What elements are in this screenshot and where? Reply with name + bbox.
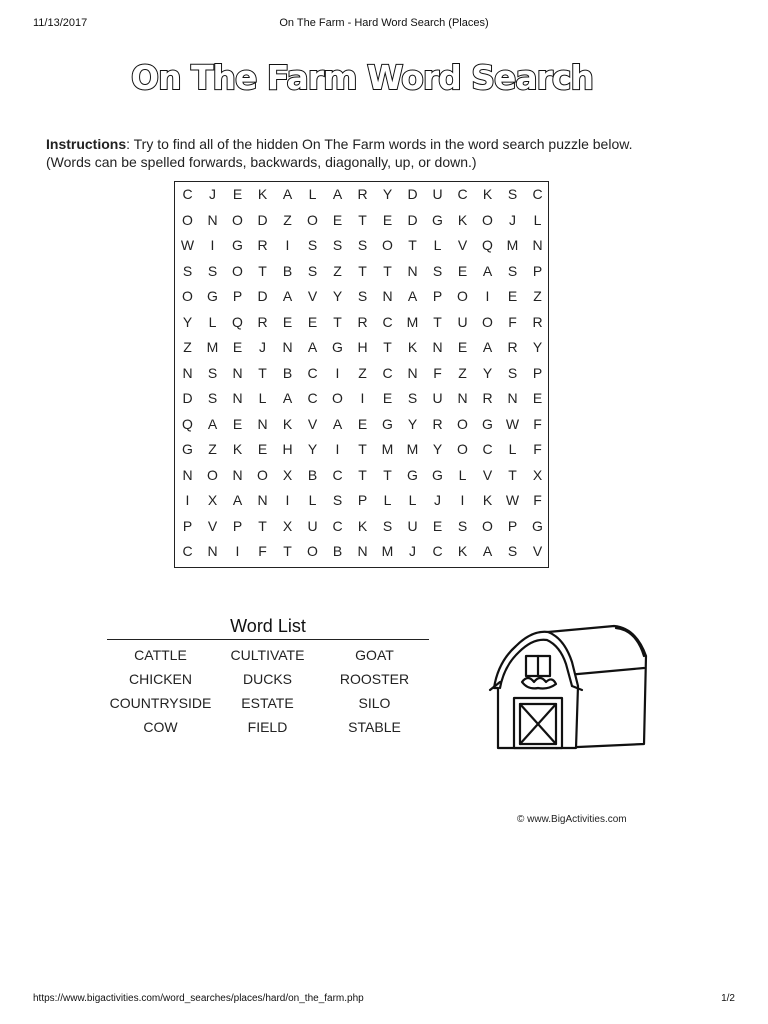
grid-letter: N [432, 339, 443, 355]
grid-letter: U [432, 390, 443, 406]
grid-letter: J [259, 339, 266, 355]
grid-letter: A [282, 390, 293, 406]
grid-letter: K [282, 415, 293, 432]
grid-letter: G [182, 441, 193, 457]
grid-letter: A [282, 288, 293, 304]
grid-letter: E [232, 186, 243, 202]
grid-letter: K [257, 186, 268, 202]
instructions-label: Instructions [46, 136, 127, 152]
grid-letter: L [458, 466, 467, 483]
grid-letter: T [333, 313, 342, 330]
word-list-item: CATTLE [134, 647, 187, 663]
grid-letter: F [508, 313, 517, 330]
grid-letter: L [308, 492, 317, 508]
grid-letter: O [482, 313, 493, 330]
page-title-text: On The Farm Word Search [131, 58, 593, 97]
grid-letter: W [180, 237, 195, 253]
grid-letter: C [482, 441, 493, 457]
grid-letter: S [507, 262, 518, 279]
grid-letter: S [182, 262, 193, 279]
grid-letter: C [307, 390, 318, 406]
grid-letter: G [532, 517, 543, 534]
grid-letter: S [507, 543, 518, 559]
grid-letter: L [533, 211, 542, 228]
grid-letter: C [457, 186, 468, 202]
grid-letter: V [457, 237, 468, 253]
grid-letter: X [282, 466, 293, 483]
grid-letter: P [532, 364, 543, 381]
grid-row [175, 488, 550, 514]
grid-letter: S [507, 364, 518, 381]
grid-letter: F [533, 441, 542, 457]
page-title [0, 52, 768, 104]
grid-letter: E [332, 211, 343, 228]
grid-letter: Y [307, 441, 318, 457]
grid-letter: K [482, 492, 493, 508]
grid-row [175, 539, 550, 565]
grid-letter: T [358, 262, 367, 279]
grid-letter: P [232, 288, 243, 304]
word-list-item: COUNTRYSIDE [109, 695, 212, 711]
grid-letter: O [482, 211, 493, 228]
grid-letter: G [232, 237, 243, 253]
grid-letter: O [382, 237, 393, 253]
grid-letter: P [357, 492, 368, 508]
grid-letter: C [182, 543, 193, 559]
grid-letter: S [332, 237, 343, 253]
grid-letter: I [285, 492, 290, 508]
grid-letter: L [408, 492, 417, 508]
grid-letter: C [382, 364, 393, 381]
grid-letter: M [206, 339, 219, 355]
grid-letter: C [182, 186, 193, 202]
grid-letter: E [257, 441, 268, 457]
word-list-item: SILO [358, 695, 391, 711]
grid-letter: S [357, 288, 368, 304]
grid-letter: X [532, 466, 543, 483]
word-list-item: DUCKS [242, 671, 292, 687]
grid-letter: D [407, 211, 418, 228]
grid-letter: J [409, 543, 416, 559]
grid-letter: K [482, 186, 493, 202]
grid-letter: G [432, 466, 443, 483]
grid-letter: T [383, 466, 392, 483]
word-list-item: ESTATE [241, 695, 294, 711]
word-list-row [107, 671, 429, 693]
grid-letter: K [357, 517, 368, 534]
grid-letter: F [433, 364, 442, 381]
grid-letter: P [507, 517, 518, 534]
grid-letter: R [482, 390, 493, 406]
grid-letter: Y [182, 313, 193, 330]
grid-letter: O [232, 211, 243, 228]
grid-letter: M [406, 313, 419, 330]
grid-letter: D [407, 186, 418, 202]
grid-letter: J [434, 492, 441, 508]
grid-letter: V [532, 543, 543, 559]
grid-letter: N [232, 466, 243, 483]
word-list-divider [107, 639, 429, 640]
grid-letter: D [257, 288, 268, 304]
grid-letter: I [485, 288, 490, 304]
grid-letter: I [360, 390, 365, 406]
grid-letter: T [258, 262, 267, 279]
grid-letter: O [457, 288, 468, 304]
grid-letter: L [208, 313, 217, 330]
grid-row [175, 259, 550, 285]
grid-letter: W [505, 415, 520, 432]
grid-letter: A [482, 262, 493, 279]
grid-letter: A [207, 415, 218, 432]
grid-letter: U [432, 186, 443, 202]
grid-letter: S [357, 237, 368, 253]
grid-letter: Z [183, 339, 192, 355]
grid-letter: U [457, 313, 468, 330]
grid-letter: W [505, 492, 520, 508]
grid-letter: L [308, 186, 317, 202]
grid-letter: Z [358, 364, 367, 381]
grid-letter: R [432, 415, 443, 432]
grid-letter: O [307, 211, 318, 228]
grid-letter: T [283, 543, 292, 559]
grid-letter: N [182, 364, 193, 381]
grid-letter: C [307, 364, 318, 381]
grid-letter: B [282, 364, 293, 381]
grid-letter: A [282, 186, 293, 202]
page-number: 1/2 [721, 993, 735, 1004]
grid-letter: A [482, 543, 493, 559]
grid-letter: Q [232, 313, 243, 330]
grid-letter: R [257, 237, 268, 253]
grid-letter: C [432, 543, 443, 559]
word-search-grid [174, 181, 549, 568]
print-footer [33, 993, 735, 1007]
grid-letter: G [407, 466, 418, 483]
grid-letter: H [282, 441, 293, 457]
grid-letter: E [232, 415, 243, 432]
grid-letter: F [533, 415, 542, 432]
grid-row [175, 284, 550, 310]
grid-letter: L [383, 492, 392, 508]
word-list-title: Word List [230, 616, 306, 636]
grid-letter: E [307, 313, 318, 330]
grid-letter: T [433, 313, 442, 330]
grid-letter: P [532, 262, 543, 279]
grid-letter: Q [182, 415, 193, 432]
grid-letter: V [482, 466, 493, 483]
grid-letter: S [307, 237, 318, 253]
grid-letter: O [332, 390, 343, 406]
grid-letter: N [182, 466, 193, 483]
grid-letter: R [532, 313, 543, 330]
grid-row [175, 437, 550, 463]
grid-letter: G [332, 339, 343, 355]
print-doc-title: On The Farm - Hard Word Search (Places) [279, 17, 489, 29]
grid-letter: G [432, 211, 443, 228]
grid-letter: Y [407, 415, 418, 432]
grid-letter: O [207, 466, 218, 483]
grid-letter: O [182, 211, 193, 228]
word-list-item: ROOSTER [339, 671, 410, 687]
grid-letter: M [381, 543, 394, 559]
grid-letter: T [408, 237, 417, 253]
grid-letter: E [232, 339, 243, 355]
grid-letter: D [257, 211, 268, 228]
grid-letter: N [257, 415, 268, 432]
instructions [46, 135, 736, 171]
grid-letter: L [258, 390, 267, 406]
grid-letter: N [382, 288, 393, 304]
grid-letter: T [258, 517, 267, 534]
grid-row [175, 335, 550, 361]
grid-letter: Z [333, 262, 342, 279]
grid-letter: R [257, 313, 268, 330]
grid-letter: A [482, 339, 493, 355]
grid-letter: G [207, 288, 218, 304]
grid-letter: N [407, 364, 418, 381]
grid-row [175, 233, 550, 259]
grid-letter: X [207, 492, 218, 508]
grid-letter: R [357, 186, 368, 202]
grid-letter: O [457, 415, 468, 432]
grid-letter: O [307, 543, 318, 559]
word-list-item: CHICKEN [128, 671, 192, 687]
grid-letter: E [282, 313, 293, 330]
word-list-item: GOAT [355, 647, 394, 663]
grid-letter: S [307, 262, 318, 279]
grid-letter: A [332, 415, 343, 432]
grid-letter: L [508, 441, 517, 457]
grid-letter: T [383, 262, 392, 279]
grid-letter: N [532, 237, 543, 253]
grid-letter: P [232, 517, 243, 534]
word-list-item: CULTIVATE [230, 647, 305, 663]
grid-letter: C [332, 466, 343, 483]
grid-letter: N [207, 211, 218, 228]
grid-letter: K [407, 339, 418, 355]
grid-letter: V [307, 415, 318, 432]
grid-letter: S [382, 517, 393, 534]
grid-letter: U [407, 517, 418, 534]
grid-row [175, 386, 550, 412]
word-list-item: FIELD [247, 719, 288, 735]
grid-letter: F [533, 492, 542, 508]
grid-letter: R [357, 313, 368, 330]
word-list-item: STABLE [348, 719, 401, 735]
grid-letter: Y [482, 364, 493, 381]
grid-letter: S [432, 262, 443, 279]
grid-letter: R [507, 339, 518, 355]
grid-letter: Q [482, 237, 493, 253]
grid-letter: P [182, 517, 193, 534]
grid-letter: I [235, 543, 240, 559]
grid-letter: O [482, 517, 493, 534]
grid-letter: O [232, 262, 243, 279]
grid-letter: Y [532, 339, 543, 355]
grid-letter: S [457, 517, 468, 534]
print-date: 11/13/2017 [33, 17, 88, 29]
grid-letter: E [507, 288, 518, 304]
grid-letter: M [506, 237, 519, 253]
grid-letter: N [457, 390, 468, 406]
grid-row [175, 310, 550, 336]
grid-letter: T [358, 441, 367, 457]
grid-letter: J [509, 211, 516, 228]
grid-letter: N [282, 339, 293, 355]
grid-letter: S [207, 364, 218, 381]
grid-letter: C [332, 517, 343, 534]
grid-letter: P [432, 288, 443, 304]
grid-letter: G [382, 415, 393, 432]
grid-row [175, 182, 550, 208]
grid-letter: O [457, 441, 468, 457]
grid-letter: V [307, 288, 318, 304]
grid-letter: I [210, 237, 215, 253]
grid-letter: B [332, 543, 343, 559]
grid-letter: C [382, 313, 393, 330]
grid-letter: N [207, 543, 218, 559]
grid-letter: E [532, 390, 543, 406]
grid-letter: S [332, 492, 343, 508]
grid-letter: F [258, 543, 267, 559]
grid-letter: Y [382, 186, 393, 202]
print-header [33, 17, 735, 33]
grid-letter: N [232, 364, 243, 381]
grid-letter: T [358, 211, 367, 228]
grid-letter: N [407, 262, 418, 279]
grid-letter: Z [208, 441, 217, 457]
grid-letter: N [232, 390, 243, 406]
grid-letter: E [432, 517, 443, 534]
grid-letter: B [307, 466, 318, 483]
grid-letter: S [207, 390, 218, 406]
grid-letter: M [381, 441, 394, 457]
grid-letter: D [182, 390, 193, 406]
grid-letter: T [258, 364, 267, 381]
grid-letter: Z [283, 211, 292, 228]
grid-letter: N [507, 390, 518, 406]
grid-letter: A [307, 339, 318, 355]
grid-letter: E [382, 211, 393, 228]
grid-letter: T [358, 466, 367, 483]
grid-letter: Z [458, 364, 467, 381]
grid-letter: A [232, 492, 243, 508]
grid-letter: B [282, 262, 293, 279]
grid-letter: V [207, 517, 218, 534]
grid-letter: X [282, 517, 293, 534]
grid-letter: A [332, 186, 343, 202]
grid-letter: S [507, 186, 518, 202]
grid-letter: E [457, 339, 468, 355]
print-url: https://www.bigactivities.com/word_searches/places/hard/on_the_farm.php [33, 993, 364, 1004]
grid-letter: L [433, 237, 442, 253]
grid-row [175, 412, 550, 438]
grid-letter: C [532, 186, 543, 202]
grid-letter: T [508, 466, 517, 483]
grid-letter: M [406, 441, 419, 457]
grid-row [175, 514, 550, 540]
grid-letter: I [285, 237, 290, 253]
grid-letter: G [482, 415, 493, 432]
grid-letter: T [383, 339, 392, 355]
grid-row [175, 208, 550, 234]
grid-letter: J [209, 186, 216, 202]
grid-letter: H [357, 339, 368, 355]
credit-text: © www.BigActivities.com [517, 814, 627, 825]
grid-letter: S [207, 262, 218, 279]
word-list-row [107, 647, 429, 669]
instructions-line1: : Try to find all of the hidden On The Farm words in the word search puzzle below. [126, 136, 633, 152]
grid-letter: I [335, 364, 340, 381]
grid-letter: I [335, 441, 340, 457]
word-list-item: COW [143, 719, 178, 735]
grid-letter: I [185, 492, 190, 508]
grid-letter: S [407, 390, 418, 406]
grid-letter: E [457, 262, 468, 279]
grid-letter: A [407, 288, 418, 304]
grid-letter: O [182, 288, 193, 304]
barn-illustration [486, 616, 658, 756]
grid-letter: E [357, 415, 368, 432]
grid-row [175, 361, 550, 387]
grid-letter: K [457, 543, 468, 559]
word-list-row [107, 719, 429, 741]
grid-letter: Z [533, 288, 542, 304]
grid-letter: K [232, 441, 243, 457]
grid-letter: O [257, 466, 268, 483]
grid-letter: I [460, 492, 465, 508]
grid-letter: Y [332, 288, 343, 304]
grid-letter: N [357, 543, 368, 559]
grid-letter: K [457, 211, 468, 228]
grid-letter: N [257, 492, 268, 508]
word-list-row [107, 695, 429, 717]
grid-row [175, 463, 550, 489]
grid-letter: E [382, 390, 393, 406]
grid-letter: U [307, 517, 318, 534]
instructions-line2: (Words can be spelled forwards, backwards, diagonally, up, or down.) [46, 154, 477, 170]
grid-letter: Y [432, 441, 443, 457]
